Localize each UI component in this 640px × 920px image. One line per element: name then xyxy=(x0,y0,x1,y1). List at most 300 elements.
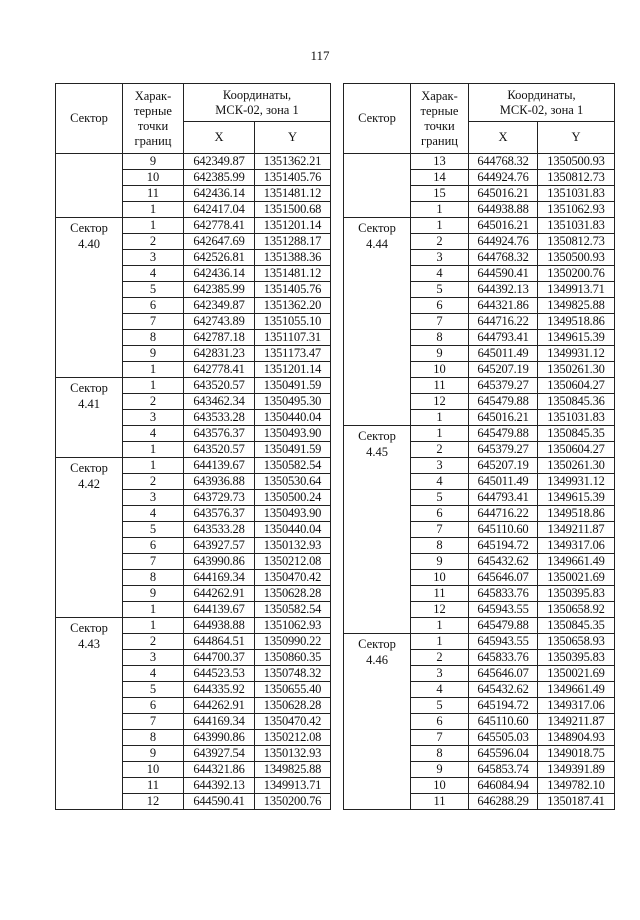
header-points-line3: точки xyxy=(424,118,455,133)
point-number-cell: 5 xyxy=(411,698,469,714)
x-coordinate-cell: 642831.23 xyxy=(184,346,255,362)
x-coordinate-cell: 644768.32 xyxy=(469,250,538,266)
x-coordinate-cell: 642743.89 xyxy=(184,314,255,330)
point-number-cell: 2 xyxy=(123,394,184,410)
point-number-cell: 7 xyxy=(123,554,184,570)
x-coordinate-cell: 645479.88 xyxy=(469,426,538,442)
x-coordinate-cell: 644793.41 xyxy=(469,330,538,346)
sector-label: Сектор xyxy=(70,621,108,635)
y-coordinate-cell: 1349913.71 xyxy=(538,282,615,298)
point-number-cell: 1 xyxy=(411,634,469,650)
sector-number: 4.41 xyxy=(78,397,100,411)
point-number-cell: 13 xyxy=(411,154,469,170)
y-coordinate-cell: 1350500.93 xyxy=(538,154,615,170)
point-number-cell: 11 xyxy=(411,378,469,394)
sector-cell xyxy=(344,218,411,426)
y-coordinate-cell: 1350440.04 xyxy=(255,410,331,426)
point-number-cell: 1 xyxy=(123,202,184,218)
x-coordinate-cell: 644392.13 xyxy=(469,282,538,298)
point-number-cell: 14 xyxy=(411,170,469,186)
x-coordinate-cell: 645943.55 xyxy=(469,602,538,618)
y-coordinate-cell: 1351031.83 xyxy=(538,218,615,234)
point-number-cell: 6 xyxy=(411,506,469,522)
point-number-cell: 3 xyxy=(123,650,184,666)
point-number-cell: 4 xyxy=(123,666,184,682)
x-coordinate-cell: 644938.88 xyxy=(184,618,255,634)
y-coordinate-cell: 1350261.30 xyxy=(538,362,615,378)
y-coordinate-cell: 1350261.30 xyxy=(538,458,615,474)
point-number-cell: 5 xyxy=(411,490,469,506)
y-coordinate-cell: 1349615.39 xyxy=(538,490,615,506)
y-coordinate-cell: 1350021.69 xyxy=(538,570,615,586)
x-coordinate-cell: 644262.91 xyxy=(184,586,255,602)
x-coordinate-cell: 642778.41 xyxy=(184,362,255,378)
y-coordinate-cell: 1350440.04 xyxy=(255,522,331,538)
header-points-line4: границ xyxy=(421,133,458,148)
sector-cell xyxy=(56,378,123,458)
point-number-cell: 10 xyxy=(411,570,469,586)
point-number-cell: 9 xyxy=(123,346,184,362)
sector-cell xyxy=(344,634,411,810)
point-number-cell: 11 xyxy=(123,778,184,794)
y-coordinate-cell: 1348904.93 xyxy=(538,730,615,746)
sector-number: 4.44 xyxy=(366,237,388,251)
table-row xyxy=(344,426,615,442)
y-coordinate-cell: 1351288.17 xyxy=(255,234,331,250)
x-coordinate-cell: 645479.88 xyxy=(469,394,538,410)
y-coordinate-cell: 1350200.76 xyxy=(538,266,615,282)
coordinates-table-left xyxy=(55,83,331,810)
y-coordinate-cell: 1351031.83 xyxy=(538,186,615,202)
y-coordinate-cell: 1350493.90 xyxy=(255,506,331,522)
point-number-cell: 10 xyxy=(411,778,469,794)
x-coordinate-cell: 645432.62 xyxy=(469,682,538,698)
point-number-cell: 10 xyxy=(123,762,184,778)
header-points-line3: точки xyxy=(137,118,169,133)
y-coordinate-cell: 1349317.06 xyxy=(538,538,615,554)
y-coordinate-cell: 1351481.12 xyxy=(255,186,331,202)
y-coordinate-cell: 1349931.12 xyxy=(538,346,615,362)
y-coordinate-cell: 1350132.93 xyxy=(255,538,331,554)
point-number-cell: 1 xyxy=(123,378,184,394)
sector-label: Сектор xyxy=(70,461,108,475)
x-coordinate-cell: 642787.18 xyxy=(184,330,255,346)
point-number-cell: 1 xyxy=(123,618,184,634)
x-coordinate-cell: 645207.19 xyxy=(469,362,538,378)
point-number-cell: 7 xyxy=(123,714,184,730)
point-number-cell: 4 xyxy=(411,266,469,282)
x-coordinate-cell: 644392.13 xyxy=(184,778,255,794)
header-y: Y xyxy=(255,122,331,154)
y-coordinate-cell: 1349615.39 xyxy=(538,330,615,346)
y-coordinate-cell: 1349825.88 xyxy=(538,298,615,314)
point-number-cell: 8 xyxy=(411,746,469,762)
y-coordinate-cell: 1350500.24 xyxy=(255,490,331,506)
y-coordinate-cell: 1351031.83 xyxy=(538,410,615,426)
y-coordinate-cell: 1350990.22 xyxy=(255,634,331,650)
sector-label: Сектор xyxy=(358,637,396,651)
x-coordinate-cell: 645207.19 xyxy=(469,458,538,474)
point-number-cell: 10 xyxy=(123,170,184,186)
point-number-cell: 9 xyxy=(123,586,184,602)
y-coordinate-cell: 1351201.14 xyxy=(255,218,331,234)
y-coordinate-cell: 1350582.54 xyxy=(255,602,331,618)
y-coordinate-cell: 1351405.76 xyxy=(255,282,331,298)
x-coordinate-cell: 644139.67 xyxy=(184,602,255,618)
point-number-cell: 1 xyxy=(123,218,184,234)
x-coordinate-cell: 645110.60 xyxy=(469,714,538,730)
point-number-cell: 2 xyxy=(411,442,469,458)
x-coordinate-cell: 646288.29 xyxy=(469,794,538,810)
y-coordinate-cell: 1350845.35 xyxy=(538,426,615,442)
y-coordinate-cell: 1351481.12 xyxy=(255,266,331,282)
point-number-cell: 1 xyxy=(411,202,469,218)
point-number-cell: 4 xyxy=(123,266,184,282)
x-coordinate-cell: 645596.04 xyxy=(469,746,538,762)
y-coordinate-cell: 1350491.59 xyxy=(255,442,331,458)
point-number-cell: 5 xyxy=(123,682,184,698)
x-coordinate-cell: 644590.41 xyxy=(469,266,538,282)
y-coordinate-cell: 1350395.83 xyxy=(538,650,615,666)
sector-number: 4.45 xyxy=(366,445,388,459)
point-number-cell: 1 xyxy=(411,218,469,234)
point-number-cell: 4 xyxy=(123,506,184,522)
y-coordinate-cell: 1349782.10 xyxy=(538,778,615,794)
coordinates-table-right xyxy=(343,83,615,810)
y-coordinate-cell: 1350395.83 xyxy=(538,586,615,602)
header-sector: Сектор xyxy=(344,84,411,154)
table-row xyxy=(56,618,331,634)
y-coordinate-cell: 1351362.21 xyxy=(255,154,331,170)
y-coordinate-cell: 1350604.27 xyxy=(538,442,615,458)
x-coordinate-cell: 643990.86 xyxy=(184,554,255,570)
x-coordinate-cell: 644523.53 xyxy=(184,666,255,682)
y-coordinate-cell: 1350500.93 xyxy=(538,250,615,266)
x-coordinate-cell: 644169.34 xyxy=(184,714,255,730)
sector-cell xyxy=(344,154,411,218)
x-coordinate-cell: 643462.34 xyxy=(184,394,255,410)
y-coordinate-cell: 1350655.40 xyxy=(255,682,331,698)
x-coordinate-cell: 645016.21 xyxy=(469,186,538,202)
y-coordinate-cell: 1350470.42 xyxy=(255,714,331,730)
x-coordinate-cell: 642647.69 xyxy=(184,234,255,250)
header-x: X xyxy=(469,122,538,154)
point-number-cell: 4 xyxy=(411,474,469,490)
sector-number: 4.42 xyxy=(78,477,100,491)
sector-label: Сектор xyxy=(358,221,396,235)
x-coordinate-cell: 644262.91 xyxy=(184,698,255,714)
point-number-cell: 2 xyxy=(123,234,184,250)
point-number-cell: 3 xyxy=(123,250,184,266)
header-points-line4: границ xyxy=(134,133,172,148)
x-coordinate-cell: 644590.41 xyxy=(184,794,255,810)
y-coordinate-cell: 1350495.30 xyxy=(255,394,331,410)
header-sector: Сектор xyxy=(56,84,123,154)
x-coordinate-cell: 644169.34 xyxy=(184,570,255,586)
point-number-cell: 9 xyxy=(123,746,184,762)
y-coordinate-cell: 1350812.73 xyxy=(538,234,615,250)
y-coordinate-cell: 1350493.90 xyxy=(255,426,331,442)
point-number-cell: 6 xyxy=(123,698,184,714)
y-coordinate-cell: 1351388.36 xyxy=(255,250,331,266)
y-coordinate-cell: 1349518.86 xyxy=(538,314,615,330)
point-number-cell: 8 xyxy=(411,330,469,346)
table-row xyxy=(344,218,615,234)
y-coordinate-cell: 1351405.76 xyxy=(255,170,331,186)
y-coordinate-cell: 1350628.28 xyxy=(255,586,331,602)
y-coordinate-cell: 1350748.32 xyxy=(255,666,331,682)
point-number-cell: 8 xyxy=(123,570,184,586)
y-coordinate-cell: 1350491.59 xyxy=(255,378,331,394)
header-coordinates xyxy=(184,84,331,122)
x-coordinate-cell: 642436.14 xyxy=(184,186,255,202)
y-coordinate-cell: 1349317.06 xyxy=(538,698,615,714)
header-x: X xyxy=(184,122,255,154)
y-coordinate-cell: 1350132.93 xyxy=(255,746,331,762)
sector-number: 4.40 xyxy=(78,237,100,251)
x-coordinate-cell: 642349.87 xyxy=(184,298,255,314)
point-number-cell: 9 xyxy=(411,346,469,362)
point-number-cell: 10 xyxy=(411,362,469,378)
sector-label: Сектор xyxy=(358,429,396,443)
x-coordinate-cell: 642417.04 xyxy=(184,202,255,218)
header-boundary-points xyxy=(123,84,184,154)
header-coords-line2: МСК-02, зона 1 xyxy=(499,102,584,117)
x-coordinate-cell: 646084.94 xyxy=(469,778,538,794)
y-coordinate-cell: 1350021.69 xyxy=(538,666,615,682)
point-number-cell: 5 xyxy=(123,522,184,538)
y-coordinate-cell: 1350845.35 xyxy=(538,618,615,634)
point-number-cell: 1 xyxy=(411,426,469,442)
table-row xyxy=(56,378,331,394)
y-coordinate-cell: 1350604.27 xyxy=(538,378,615,394)
y-coordinate-cell: 1351055.10 xyxy=(255,314,331,330)
point-number-cell: 12 xyxy=(123,794,184,810)
header-boundary-points xyxy=(411,84,469,154)
y-coordinate-cell: 1351362.20 xyxy=(255,298,331,314)
point-number-cell: 11 xyxy=(411,586,469,602)
table-row xyxy=(56,458,331,474)
x-coordinate-cell: 642349.87 xyxy=(184,154,255,170)
sector-label: Сектор xyxy=(70,381,108,395)
y-coordinate-cell: 1349825.88 xyxy=(255,762,331,778)
x-coordinate-cell: 643936.88 xyxy=(184,474,255,490)
point-number-cell: 8 xyxy=(411,538,469,554)
y-coordinate-cell: 1350812.73 xyxy=(538,170,615,186)
y-coordinate-cell: 1350845.36 xyxy=(538,394,615,410)
point-number-cell: 9 xyxy=(411,762,469,778)
y-coordinate-cell: 1351062.93 xyxy=(255,618,331,634)
x-coordinate-cell: 645432.62 xyxy=(469,554,538,570)
header-points-line2: терные xyxy=(134,103,172,118)
x-coordinate-cell: 645110.60 xyxy=(469,522,538,538)
x-coordinate-cell: 643927.54 xyxy=(184,746,255,762)
x-coordinate-cell: 645646.07 xyxy=(469,666,538,682)
sector-cell xyxy=(56,458,123,618)
sector-cell xyxy=(56,618,123,810)
point-number-cell: 1 xyxy=(411,410,469,426)
point-number-cell: 7 xyxy=(411,314,469,330)
table-row xyxy=(56,154,331,170)
header-coords-line1: Координаты, xyxy=(222,87,292,102)
point-number-cell: 2 xyxy=(411,234,469,250)
point-number-cell: 11 xyxy=(411,794,469,810)
y-coordinate-cell: 1351201.14 xyxy=(255,362,331,378)
y-coordinate-cell: 1349391.89 xyxy=(538,762,615,778)
point-number-cell: 6 xyxy=(123,298,184,314)
sector-cell xyxy=(344,426,411,634)
x-coordinate-cell: 645379.27 xyxy=(469,442,538,458)
y-coordinate-cell: 1350212.08 xyxy=(255,554,331,570)
x-coordinate-cell: 644768.32 xyxy=(469,154,538,170)
point-number-cell: 7 xyxy=(123,314,184,330)
y-coordinate-cell: 1350658.93 xyxy=(538,634,615,650)
table-row xyxy=(344,634,615,650)
x-coordinate-cell: 645833.76 xyxy=(469,650,538,666)
point-number-cell: 2 xyxy=(123,634,184,650)
header-coordinates xyxy=(469,84,615,122)
y-coordinate-cell: 1349211.87 xyxy=(538,522,615,538)
point-number-cell: 6 xyxy=(411,298,469,314)
table-row xyxy=(344,154,615,170)
point-number-cell: 3 xyxy=(411,666,469,682)
y-coordinate-cell: 1350212.08 xyxy=(255,730,331,746)
x-coordinate-cell: 643533.28 xyxy=(184,522,255,538)
point-number-cell: 1 xyxy=(123,602,184,618)
header-y: Y xyxy=(538,122,615,154)
y-coordinate-cell: 1351500.68 xyxy=(255,202,331,218)
point-number-cell: 1 xyxy=(123,362,184,378)
y-coordinate-cell: 1351107.31 xyxy=(255,330,331,346)
point-number-cell: 3 xyxy=(411,250,469,266)
sector-cell xyxy=(56,218,123,378)
x-coordinate-cell: 644793.41 xyxy=(469,490,538,506)
y-coordinate-cell: 1349913.71 xyxy=(255,778,331,794)
y-coordinate-cell: 1350582.54 xyxy=(255,458,331,474)
x-coordinate-cell: 645646.07 xyxy=(469,570,538,586)
point-number-cell: 12 xyxy=(411,394,469,410)
x-coordinate-cell: 643520.57 xyxy=(184,442,255,458)
header-points-line2: терные xyxy=(420,103,459,118)
point-number-cell: 3 xyxy=(411,458,469,474)
x-coordinate-cell: 644335.92 xyxy=(184,682,255,698)
x-coordinate-cell: 644700.37 xyxy=(184,650,255,666)
point-number-cell: 4 xyxy=(411,682,469,698)
x-coordinate-cell: 645479.88 xyxy=(469,618,538,634)
point-number-cell: 15 xyxy=(411,186,469,202)
y-coordinate-cell: 1349661.49 xyxy=(538,682,615,698)
y-coordinate-cell: 1350628.28 xyxy=(255,698,331,714)
x-coordinate-cell: 643533.28 xyxy=(184,410,255,426)
sector-number: 4.43 xyxy=(78,637,100,651)
y-coordinate-cell: 1351062.93 xyxy=(538,202,615,218)
point-number-cell: 8 xyxy=(123,330,184,346)
sector-label: Сектор xyxy=(70,221,108,235)
x-coordinate-cell: 644938.88 xyxy=(469,202,538,218)
x-coordinate-cell: 645011.49 xyxy=(469,474,538,490)
header-points-line1: Харак- xyxy=(134,88,172,103)
point-number-cell: 12 xyxy=(411,602,469,618)
y-coordinate-cell: 1349018.75 xyxy=(538,746,615,762)
point-number-cell: 1 xyxy=(411,618,469,634)
x-coordinate-cell: 644864.51 xyxy=(184,634,255,650)
sector-number: 4.46 xyxy=(366,653,388,667)
point-number-cell: 8 xyxy=(123,730,184,746)
point-number-cell: 5 xyxy=(411,282,469,298)
x-coordinate-cell: 645943.55 xyxy=(469,634,538,650)
point-number-cell: 7 xyxy=(411,522,469,538)
y-coordinate-cell: 1350530.64 xyxy=(255,474,331,490)
point-number-cell: 1 xyxy=(123,442,184,458)
x-coordinate-cell: 645011.49 xyxy=(469,346,538,362)
x-coordinate-cell: 645853.74 xyxy=(469,762,538,778)
y-coordinate-cell: 1349211.87 xyxy=(538,714,615,730)
point-number-cell: 6 xyxy=(123,538,184,554)
x-coordinate-cell: 643990.86 xyxy=(184,730,255,746)
point-number-cell: 4 xyxy=(123,426,184,442)
x-coordinate-cell: 645379.27 xyxy=(469,378,538,394)
point-number-cell: 5 xyxy=(123,282,184,298)
y-coordinate-cell: 1350860.35 xyxy=(255,650,331,666)
y-coordinate-cell: 1350200.76 xyxy=(255,794,331,810)
point-number-cell: 2 xyxy=(411,650,469,666)
x-coordinate-cell: 644924.76 xyxy=(469,234,538,250)
x-coordinate-cell: 642385.99 xyxy=(184,170,255,186)
x-coordinate-cell: 644139.67 xyxy=(184,458,255,474)
sector-cell xyxy=(56,154,123,218)
x-coordinate-cell: 645194.72 xyxy=(469,538,538,554)
x-coordinate-cell: 643729.73 xyxy=(184,490,255,506)
table-row xyxy=(56,218,331,234)
y-coordinate-cell: 1350470.42 xyxy=(255,570,331,586)
x-coordinate-cell: 645016.21 xyxy=(469,218,538,234)
x-coordinate-cell: 642778.41 xyxy=(184,218,255,234)
y-coordinate-cell: 1349931.12 xyxy=(538,474,615,490)
x-coordinate-cell: 645016.21 xyxy=(469,410,538,426)
point-number-cell: 1 xyxy=(123,458,184,474)
point-number-cell: 3 xyxy=(123,490,184,506)
header-coords-line1: Координаты, xyxy=(507,87,576,102)
header-points-line1: Харак- xyxy=(421,88,458,103)
x-coordinate-cell: 643576.37 xyxy=(184,506,255,522)
point-number-cell: 7 xyxy=(411,730,469,746)
y-coordinate-cell: 1351173.47 xyxy=(255,346,331,362)
x-coordinate-cell: 643576.37 xyxy=(184,426,255,442)
x-coordinate-cell: 644321.86 xyxy=(184,762,255,778)
x-coordinate-cell: 644716.22 xyxy=(469,314,538,330)
point-number-cell: 6 xyxy=(411,714,469,730)
point-number-cell: 9 xyxy=(411,554,469,570)
x-coordinate-cell: 644716.22 xyxy=(469,506,538,522)
x-coordinate-cell: 643927.57 xyxy=(184,538,255,554)
x-coordinate-cell: 645194.72 xyxy=(469,698,538,714)
y-coordinate-cell: 1350658.92 xyxy=(538,602,615,618)
point-number-cell: 11 xyxy=(123,186,184,202)
x-coordinate-cell: 644321.86 xyxy=(469,298,538,314)
y-coordinate-cell: 1349661.49 xyxy=(538,554,615,570)
point-number-cell: 9 xyxy=(123,154,184,170)
x-coordinate-cell: 642436.14 xyxy=(184,266,255,282)
y-coordinate-cell: 1350187.41 xyxy=(538,794,615,810)
y-coordinate-cell: 1349518.86 xyxy=(538,506,615,522)
point-number-cell: 2 xyxy=(123,474,184,490)
x-coordinate-cell: 644924.76 xyxy=(469,170,538,186)
x-coordinate-cell: 642385.99 xyxy=(184,282,255,298)
header-coords-line2: МСК-02, зона 1 xyxy=(215,102,299,117)
x-coordinate-cell: 645833.76 xyxy=(469,586,538,602)
point-number-cell: 3 xyxy=(123,410,184,426)
page-number: 117 xyxy=(310,48,330,63)
